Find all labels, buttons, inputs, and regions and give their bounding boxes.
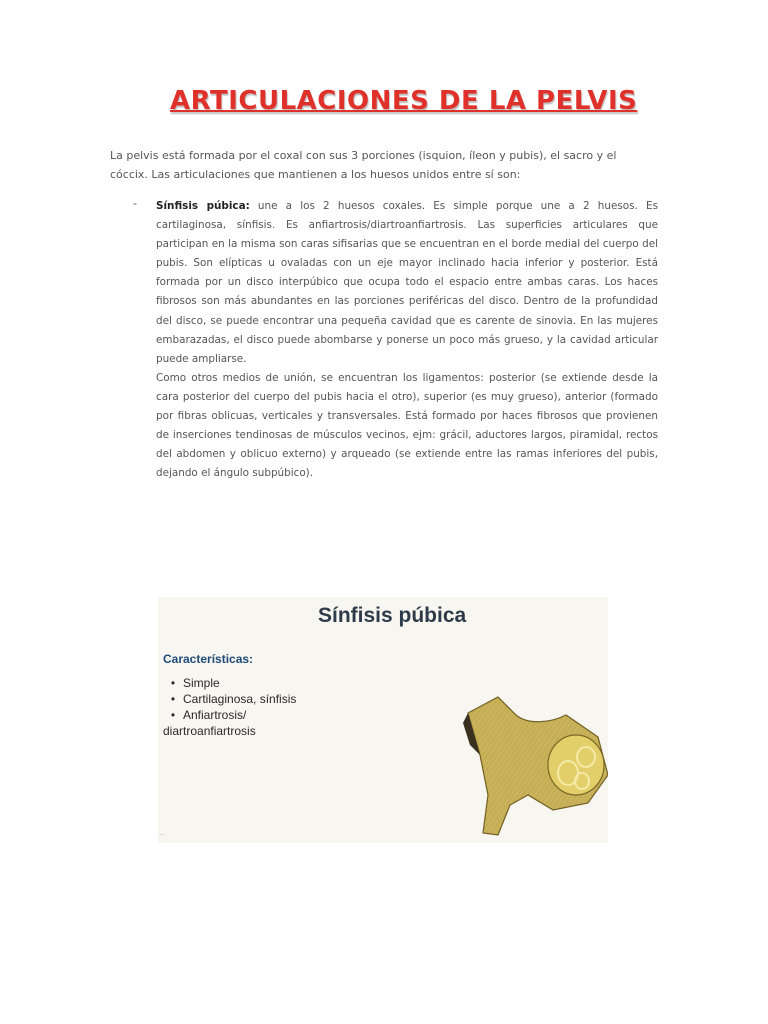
section-paragraph-1 (156, 197, 658, 369)
figure-slide (158, 597, 608, 843)
section-paragraph-2: Como otros medios de unión, se encuentran los ligamentos: posterior (se extiende desde la cara posterior del cuerpo del pubis hacia el otro), superior (es muy grueso), anterior (formado por fibras oblicuas, verticales y transversales. Está formado por haces fibrosos que provienen de inserciones tendinosas de músculos vecinos, ejm: grácil, aductores largos, piramidal, rectos del abdomen y oblicuo externo) y arqueado (se extiende entre las ramas inferiores del pubis, dejando el ángulo subpúbico). (156, 371, 658, 480)
section-term: Sínfisis púbica: (156, 200, 250, 212)
figure-list-item: • Cartilaginosa, sínfisis (170, 692, 297, 706)
page-title: ARTICULACIONES DE LA PELVIS (170, 86, 638, 116)
pubic-bone-illustration (458, 685, 608, 843)
section-sinfisis (156, 197, 658, 483)
figure-list-continuation: diartroanfiartrosis (163, 724, 256, 738)
figure-list-item: • Anfiartrosis/ (170, 708, 247, 722)
figure-title: Sínfisis púbica (318, 604, 467, 627)
section-text-1: une a los 2 huesos coxales. Es simple porque une a 2 huesos. Es cartilaginosa, sínfisis. Es anfiartrosis/diartroanfiartrosis. Las superficies articulares que participan en la misma son caras sifisarias que se encuentran en el borde medial del cuerpo del pubis. Son elípticas u ovaladas con un eje mayor inclinado hacia inferior y posterior. Está formada por un disco interpúbico que ocupa todo el espacio entre ambas caras. Los haces fibrosos son más abundantes en las porciones periféricas del disco. Dentro de la profundidad del disco, se puede encontrar una pequeña cavidad que es carente de sinovia. En las mujeres embarazadas, el disco puede abombarse y ponerse un poco más grueso, y la cavidad articular puede ampliarse. (156, 200, 658, 365)
figure-list-item: • Simple (170, 676, 220, 690)
figure-list (163, 675, 333, 739)
bullet-marker: - (133, 197, 137, 210)
figure-corner-mark: ·· (159, 831, 164, 839)
intro-paragraph: La pelvis está formada por el coxal con sus 3 porciones (isquion, íleon y pubis), el sacro y el cóccix. Las articulaciones que mantienen a los huesos unidos entre sí son: (110, 149, 617, 181)
figure-subtitle: Características: (163, 652, 254, 666)
